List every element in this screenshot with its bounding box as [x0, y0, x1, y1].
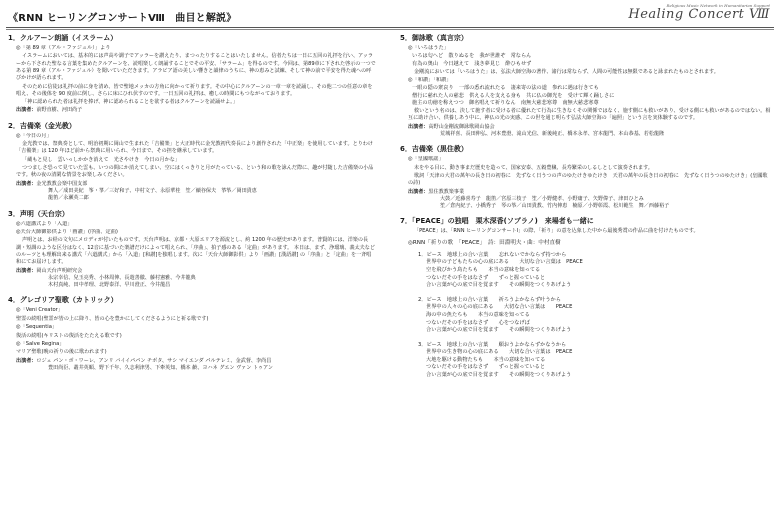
- performers-names: 金光教教会楽中国支部: [36, 180, 88, 187]
- piece-title: ◎「皇國歌謡」: [408, 156, 444, 163]
- verse-line: 世界中の人々の心の底にある 大切な合い言葉は PEACE: [426, 304, 573, 311]
- verse-line: 合い言葉が心の底で目を覚ます その瞬間をつくりあげよう: [426, 282, 572, 289]
- section-title: 4．グレゴリア聖歌（カトリック）: [8, 296, 118, 305]
- verse-line: 一眼の隠の衆哀り 一部の悉れ流れたる 凄来寄の法の道 参れに遇は行きても: [412, 85, 599, 92]
- performers-line: 豊田尚臣、叢井英順、野下千年、久志利津男、下牽英知、橋本 齢、ヨハネ グエン ヴァン トゥアン: [48, 364, 274, 371]
- verse-line: 合い言葉が心の底で目を覚ます その瞬間をつくりあげよう: [426, 372, 572, 379]
- performers-label: 出演者：: [408, 188, 429, 195]
- verse-line: つないだその手をはなさず 心をつなげば: [426, 319, 530, 326]
- description: 「PEACE」は、「RNN ヒーリングコンサートⅠ」の際、「祈り」の意を込象した中から最後秀賞の作品に曲を付けたものです。: [414, 228, 699, 235]
- section-goeika: [400, 34, 772, 138]
- verse-line: つないだその手をはなさず ずっと握っていると: [426, 364, 546, 371]
- description: マリア聖歌(晩の祈りの後に歌われます): [16, 349, 107, 356]
- lyrics: 歌詞「天津の大君の萬年の長き日の初春に 先ずなく日うつの声のゆたけきゆたけき 天君の萬年の長き日の初春に 先ずなく日うつのゆたけき」(皇國歌の詩): [408, 172, 768, 187]
- performers-line: 木村真純、田中孝理、北野泰洋、早川澄正、今井龍昌: [48, 282, 171, 289]
- piece-title: ◎「Veni Creator」: [16, 307, 63, 314]
- right-column: [400, 34, 772, 528]
- piece-title: ◎「和讃」「和讃」: [408, 76, 452, 83]
- verse-line: 僧行に慈れた人の慈悲 供える人を支える身も 共に仏の御光を 受けて輝く踊しさに: [412, 92, 615, 99]
- performers: [16, 107, 376, 114]
- stanza-first-line: 2．ピース 地球上の合い言葉 祈ろうよかならず叶うから: [418, 296, 561, 303]
- logo-subtitle: Religious Music Network in Humanitarian Support: [666, 3, 770, 8]
- description: 声明とは、お経の文句にメロディが付いたものです。天台声明は、京都・大原エリアを源流とし、約 1200 年の歴史があります。普賢的には、洋楽の長調・短調のような区分はなく、12音に基づいた楽譜だけによって唱えられ、「序曲」、拍子感のある「定曲」があります。 本日は、まず、浄瑠璃、義太夫などのルーツとも理解出来る講式「六道講式」から「入道」[和讃]を独唱します。次に「天台大師御影供」より「画讃」[漢語讃] の「序曲」と「定曲」を一斉唱和にてお届けします。: [16, 237, 375, 266]
- quote: 「神に認められた者は礼拝を捧げ、神に認められることを欲する者はクルアーンを読誦せよ。」: [22, 99, 238, 106]
- performers-label: 出演者：: [16, 107, 37, 114]
- page-title: 《RNN ヒーリングコンサートⅧ 曲目と解説》: [8, 13, 237, 24]
- verse-line: 施主の功徳を称えつつ 御名唱えて祈りなん 南無大慈悲寒尊 南無大慈悲寒尊: [412, 100, 599, 107]
- performers: [408, 124, 772, 131]
- concert-logo: [628, 3, 770, 22]
- description: 金剛流においては「いろはうた」は、弘法大師空海の著作、諸行は常ならず、人間の可能性は無限であると詠まれたものとされます。: [414, 68, 719, 75]
- performers-names: 高野山金剛流御詠歌岡山協会: [428, 123, 495, 130]
- performers-label: 出演者：: [408, 123, 429, 130]
- verse-line: 有為の奥山 今日越えて 浅き夢見じ 酔ひもせず: [412, 61, 532, 67]
- verse-line: 海の中の魚たちも 本当の意味を知ってる: [426, 311, 530, 318]
- stanza-first-line: 1．ピース 地球上の合い言葉 忘れないでかならず持つから: [418, 251, 567, 258]
- piece-title: ◎「いろはうた」: [408, 45, 449, 51]
- section-title: 7．「PEACE」の独唱 栗木深香(ソプラノ) 来場者も一緒に: [400, 217, 594, 226]
- verse-line: 空を飛びかう鳥たちも 本当の意味を知ってる: [426, 266, 541, 273]
- piece-title: ◎「今日の月」: [16, 132, 52, 139]
- song-heading: ◎RNN「祈りの歌 「PEACE」 詩：田淵明夫・曲：中村直樹: [408, 239, 561, 246]
- performers-names: 岡山天台声明研究会: [36, 267, 83, 274]
- section-shomyo: [8, 210, 376, 290]
- left-column: [8, 34, 376, 528]
- description: 復活の続唱(キリストの復活をたたえる歌です): [16, 332, 122, 339]
- stanza: [418, 342, 772, 380]
- description: 聖霊の続唱(聖霊が皆の上に降り、皆の心を豊かにしてくださるようにと祈る歌です): [16, 315, 209, 322]
- performers-line: 舞人／成田美紀 筝・箏／三好和子、中村文子、永原華桂 笙／續谷保夫 箏筝／岡田貴恵: [48, 187, 257, 194]
- section-title: 6．吉備楽（黒住教）: [400, 145, 468, 154]
- performers-names: 黒住教教楽事業: [428, 188, 465, 195]
- stanza: [418, 297, 772, 335]
- performers-line: 荒城祥喜、長田伸弘、河本豊澄、滝山光信、新後純正、橋本永孝、宮本龍門、本山恭基、若松龍隆: [440, 130, 665, 137]
- logo-title: Healing Concert Ⅷ: [628, 7, 770, 22]
- section-kibigaku-konko: [8, 122, 376, 203]
- section-title: 5．御詠歌（真言宗）: [400, 34, 468, 42]
- verse-line: 世界中の生き物の心の底にある 大切な合い言葉は PEACE: [426, 349, 573, 356]
- piece-title: ◎「第 89 章（アル・ファジュル）」より: [16, 45, 111, 51]
- performers: [408, 189, 772, 196]
- performers-label: 出演者：: [16, 267, 37, 274]
- performers-line: 大鼓／近藤喜寿子 龍笛／宮原三枝子 笙／小野健孝、小野庸子、矢野偉子、津田ひとみ: [440, 195, 644, 202]
- stanza: [418, 252, 772, 290]
- performers: [16, 358, 376, 365]
- performers: [16, 181, 376, 188]
- performers: [16, 268, 376, 275]
- description: 未をやる目に、動き事まだ歴史を造って、国家安泰、五穀豊穣、長寿繁栄のしるしとして演奏されます。: [414, 164, 653, 171]
- performers-names: 前野直樹、河田尚子: [36, 107, 83, 114]
- verse-line: 合い言葉が心の底で目を覚ます その瞬間をつくりあげよう: [426, 327, 572, 334]
- performers-line: 永宗幸信、兒玉亮秀、小林周伸、長遊善徹、藤村憲雅、今井龍典: [48, 274, 196, 281]
- verse-line: つないだその手をはなさず ずっと握っていると: [426, 274, 546, 281]
- stanza-first-line: 3．ピース 地球上の合い言葉 願おうよかならずかなうから: [418, 341, 567, 348]
- verse-line: 大地を駆ける動物たちも 本当の意味を知ってる: [426, 356, 546, 363]
- section-kibigaku-kurozumi: [400, 145, 772, 210]
- piece-title: ◎「Sequentia」: [16, 324, 58, 331]
- performers-names: ロジェ パン・ボ・ワーレ、アンリ バイイパパン チボタ、サシ マイエンダ パルテレミ、金武督、李尚昌: [36, 357, 272, 364]
- page-header: [0, 0, 780, 30]
- description: 金光教では、祭典奏として、明治初期に岡山で生まれた「吉備楽」と大正時代に金光教初代奏長により創作された「中正楽」を使用しています。とりわけ「吉備楽」は 120 年ほど前から祭典に用いられ、今日まで、その担を継承しています。: [16, 141, 373, 155]
- section-quran: [8, 34, 376, 115]
- piece-title: ◎天台大師御影供より「画讃」(序曲、定曲): [16, 228, 118, 235]
- section-title: 1．クルアーン朗誦（イスラーム）: [8, 34, 118, 42]
- piece-title: ◎六道講式より「入道」: [16, 220, 73, 227]
- description: そのために信徒は礼拝の前に身を清め、皆で聖地メッカの方角に向かって祈ります。その中心にクルアーンの一章一章を読誦し、その他二つの任意の章を唱え、その後体を 90 度前に倒し、さらに床にひれ伏すのです。一日五回の礼拝は、癒しの時間にもつながっております。: [16, 83, 373, 97]
- performers-label: 出演者：: [16, 180, 37, 187]
- description: つつましさ恐って見ていた雲も、いつの間にか消えてしまい、空にはくっきりと月がたっている、という和の歌を詠んだ際に、趣が付随した吉備楽の小品です。秋の夜の清閑な情景をお楽しみください。: [16, 165, 374, 179]
- description: イスラームにおいては、基本的には声高や調子でアッラーを讃えたり、まつったりすることはいたしません。信者たちは一日に五回の礼拝を行い、アッラーから下された聖なる言葉を集めたクルアーンを、読唱楽しく朗誦することでその平安、「サラーム」を得るのです。今回は、第89章に下された啓示の一つである第 89 章（アル・ファジュル）を聞いていただきます。アラビア語の美しい響きと韻律のうちに、神の恵みと試練、そして神の前で平安を得た魂への呼びかけが語られます。: [16, 53, 376, 82]
- verse-line: 世界中の子どもたちの心の底にある 大切な合い言葉は PEACE: [426, 259, 583, 266]
- performers-label: 出演者：: [16, 357, 37, 364]
- section-gregorian: [8, 296, 376, 372]
- poem: 「蔵もと見し 雲いっしかかき消えて 光さやけき 今日の月かな」: [22, 156, 180, 163]
- performers-line: 笙／倉内紀子、小橋秀子 琴の筝／山田貴教、竹内伸恵 楠原／小野彰霞、松川範生 舞／西藤裕子: [440, 203, 670, 210]
- piece-title: ◎「Salve Regina」: [16, 340, 65, 347]
- section-peace: [400, 217, 772, 379]
- performers-line: 龍笛／永瀬英二郎: [48, 195, 89, 202]
- section-title: 3．声明（天台宗）: [8, 209, 69, 218]
- section-title: 2．吉備楽（金光教）: [8, 121, 76, 130]
- header-divider-thin: [6, 29, 774, 30]
- header-divider: [6, 27, 774, 28]
- description: 救いという名のは、決して施す者に受ける者に優れたて行為に生きなくその関係ではなく、施す側にも救いがあり、受ける側にも救いがあるのではない。相互に助け合い、供養しあう中に、神仏の光の実感、この世を通じ明らす弘法大師空海の「遍照」という言を実体験するのです。: [408, 108, 771, 122]
- verse-line: いろは匂へど 散りぬるを 我が世誰ぞ 常ならん: [412, 53, 532, 60]
